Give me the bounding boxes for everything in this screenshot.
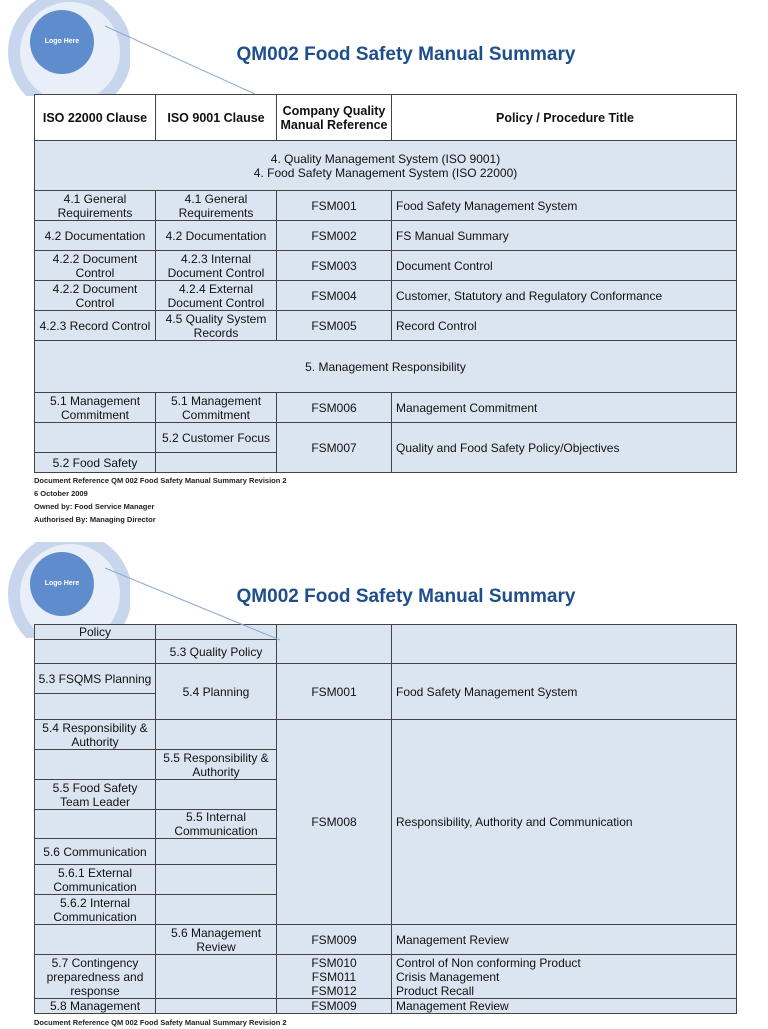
iso22000-cell: 5.7 Contingency preparedness and response: [35, 955, 156, 999]
table-row: [35, 191, 737, 221]
title-cell: [392, 625, 737, 664]
section-heading-line: 4. Food Safety Management System (ISO 22000): [253, 165, 518, 180]
iso22000-cell: 5.4 Responsibility & Authority: [35, 720, 156, 750]
logo-decorative-line: [0, 542, 290, 642]
title-cell: Quality and Food Safety Policy/Objectives: [392, 423, 737, 473]
iso9001-cell: 5.2 Customer Focus: [156, 423, 277, 453]
document-footer: [34, 474, 287, 526]
iso9001-cell: [156, 780, 277, 810]
iso9001-cell: 4.2 Documentation: [156, 221, 277, 251]
title-line: Crisis Management: [396, 969, 500, 984]
iso22000-cell: 4.2.2 Document Control: [35, 281, 156, 311]
iso22000-cell: 4.2 Documentation: [35, 221, 156, 251]
title-cell: Management Review: [392, 999, 737, 1014]
table-row: [35, 221, 737, 251]
title-cell: Food Safety Management System: [392, 191, 737, 221]
iso22000-cell: 5.5 Food Safety Team Leader: [35, 780, 156, 810]
table-row: [35, 393, 737, 423]
table-row: [35, 281, 737, 311]
footer-date: 6 October 2009: [34, 489, 88, 498]
col-iso9001-header: ISO 9001 Clause: [156, 95, 277, 141]
title-cell: Food Safety Management System: [392, 664, 737, 720]
iso9001-cell: 4.5 Quality System Records: [156, 311, 277, 341]
footer-owner: Owned by: Food Service Manager: [34, 502, 155, 511]
reference-cell: FSM002: [277, 221, 392, 251]
iso9001-cell: [156, 865, 277, 895]
title-line: Product Recall: [396, 983, 475, 998]
iso22000-cell: [35, 423, 156, 453]
iso9001-cell: [156, 955, 277, 999]
table-row: [35, 251, 737, 281]
title-cell: Document Control: [392, 251, 737, 281]
reference-cell: [277, 955, 392, 999]
clause-table-continued: [34, 624, 737, 1014]
table-row: [35, 925, 737, 955]
title-cell: Management Commitment: [392, 393, 737, 423]
title-cell: [392, 955, 737, 999]
iso22000-cell: 5.1 Management Commitment: [35, 393, 156, 423]
col-iso22000-header: ISO 22000 Clause: [35, 95, 156, 141]
reference-cell: FSM009: [277, 999, 392, 1014]
iso9001-cell: [156, 999, 277, 1014]
section-heading: 5. Management Responsibility: [35, 341, 737, 393]
section-row: [35, 141, 737, 191]
title-cell: Management Review: [392, 925, 737, 955]
iso9001-cell: 5.4 Planning: [156, 664, 277, 720]
table-row: [35, 423, 737, 453]
section-heading-line: 4. Quality Management System (ISO 9001): [270, 151, 501, 166]
iso22000-cell: 5.6 Communication: [35, 839, 156, 865]
logo-placeholder: Logo Here: [30, 10, 94, 74]
iso22000-cell: Policy: [35, 625, 156, 640]
title-cell: Customer, Statutory and Regulatory Conformance: [392, 281, 737, 311]
page-title: QM002 Food Safety Manual Summary: [236, 44, 576, 65]
reference-cell: FSM008: [277, 720, 392, 925]
reference-cell: FSM004: [277, 281, 392, 311]
title-cell: FS Manual Summary: [392, 221, 737, 251]
reference-line: FSM010: [311, 955, 357, 970]
reference-cell: FSM005: [277, 311, 392, 341]
reference-cell: FSM009: [277, 925, 392, 955]
title-line: Control of Non conforming Product: [396, 955, 581, 970]
table-header-row: [35, 95, 737, 141]
iso9001-cell: 5.5 Internal Communication: [156, 810, 277, 839]
iso9001-cell: [156, 895, 277, 925]
iso22000-cell: 5.6.1 External Communication: [35, 865, 156, 895]
iso22000-cell: 4.2.2 Document Control: [35, 251, 156, 281]
iso9001-cell: [156, 453, 277, 473]
iso9001-cell: 4.2.4 External Document Control: [156, 281, 277, 311]
iso22000-cell: 5.2 Food Safety: [35, 453, 156, 473]
table-row: [35, 955, 737, 999]
iso22000-cell: [35, 694, 156, 720]
iso22000-cell: [35, 750, 156, 780]
clause-table: [34, 94, 737, 473]
section-row: [35, 341, 737, 393]
table-row: [35, 664, 737, 694]
logo-placeholder: Logo Here: [30, 552, 94, 616]
footer-authoriser: Authorised By: Managing Director: [34, 515, 156, 524]
reference-line: FSM012: [311, 983, 357, 998]
reference-cell: FSM007: [277, 423, 392, 473]
reference-cell: FSM006: [277, 393, 392, 423]
iso22000-cell: [35, 640, 156, 664]
iso9001-cell: 5.3 Quality Policy: [156, 640, 277, 664]
iso22000-cell: [35, 925, 156, 955]
iso22000-cell: 4.1 General Requirements: [35, 191, 156, 221]
document-footer: [34, 1016, 287, 1029]
reference-line: FSM011: [311, 969, 357, 984]
iso22000-cell: 5.8 Management: [35, 999, 156, 1014]
reference-cell: [277, 625, 392, 664]
iso22000-cell: [35, 810, 156, 839]
iso9001-cell: 5.1 Management Commitment: [156, 393, 277, 423]
footer-reference: Document Reference QM 002 Food Safety Manual Summary Revision 2: [34, 476, 287, 485]
title-cell: Record Control: [392, 311, 737, 341]
table-row: [35, 999, 737, 1014]
iso22000-cell: 5.3 FSQMS Planning: [35, 664, 156, 694]
table-row: [35, 311, 737, 341]
reference-cell: FSM001: [277, 664, 392, 720]
iso9001-cell: 4.2.3 Internal Document Control: [156, 251, 277, 281]
iso22000-cell: 5.6.2 Internal Communication: [35, 895, 156, 925]
iso22000-cell: 4.2.3 Record Control: [35, 311, 156, 341]
iso9001-cell: 5.5 Responsibility & Authority: [156, 750, 277, 780]
reference-cell: FSM003: [277, 251, 392, 281]
reference-cell: FSM001: [277, 191, 392, 221]
iso9001-cell: [156, 720, 277, 750]
page-title: QM002 Food Safety Manual Summary: [236, 586, 576, 607]
title-cell: Responsibility, Authority and Communication: [392, 720, 737, 925]
iso9001-cell: 4.1 General Requirements: [156, 191, 277, 221]
footer-reference: Document Reference QM 002 Food Safety Manual Summary Revision 2: [34, 1018, 287, 1027]
iso9001-cell: 5.6 Management Review: [156, 925, 277, 955]
iso9001-cell: [156, 839, 277, 865]
table-row: [35, 720, 737, 750]
col-reference-header: Company Quality Manual Reference: [277, 95, 392, 141]
col-title-header: Policy / Procedure Title: [392, 95, 737, 141]
manual-page-2: [0, 542, 768, 1027]
section-heading: [35, 141, 737, 191]
